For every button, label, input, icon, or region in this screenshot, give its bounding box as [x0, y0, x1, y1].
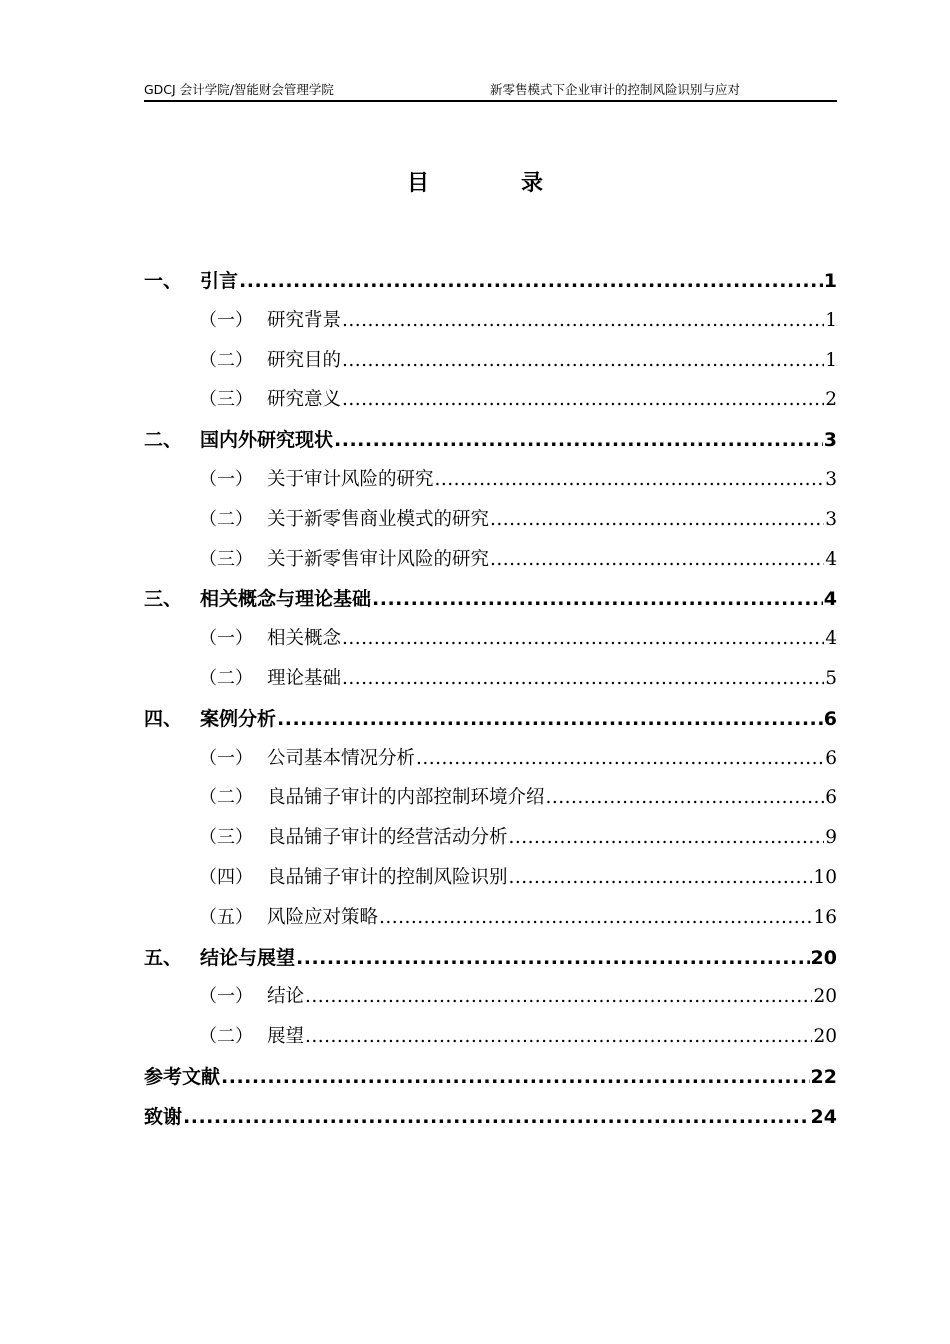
toc-page-number: 3 — [825, 468, 837, 490]
toc-entry-title: 风险应对策略 — [267, 906, 379, 928]
toc-chapter-entry[interactable] — [144, 704, 837, 744]
toc-page-number: 3 — [823, 429, 837, 452]
toc-section-entry[interactable] — [144, 744, 837, 784]
dot-leader — [342, 628, 824, 649]
toc-section-entry[interactable] — [144, 1022, 837, 1062]
toc-entry-title: 相关概念 — [267, 628, 342, 650]
toc-entry-title: 关于审计风险的研究 — [267, 468, 434, 490]
toc-section-entry[interactable] — [144, 903, 837, 943]
dot-leader — [342, 389, 824, 410]
toc-section-entry[interactable] — [144, 346, 837, 386]
toc-section-entry[interactable] — [144, 863, 837, 903]
dot-leader — [509, 827, 825, 848]
toc-page-number: 20 — [813, 1026, 837, 1048]
toc-chapter-entry[interactable] — [144, 1102, 837, 1142]
toc-chapter-entry[interactable] — [144, 266, 837, 306]
toc-page-number: 16 — [813, 906, 837, 928]
dot-leader — [342, 668, 824, 689]
toc-entry-title: 展望 — [267, 1026, 305, 1048]
toc-entry-number: （二） — [199, 787, 253, 809]
toc-entry-number: 一、 — [144, 270, 183, 292]
toc-chapter-entry[interactable] — [144, 1062, 837, 1102]
toc-page-number: 6 — [825, 787, 837, 809]
toc-entry-number: （四） — [199, 866, 253, 888]
dot-leader — [334, 429, 823, 451]
dot-leader — [183, 1106, 810, 1128]
toc-entry-title: 参考文献 — [144, 1065, 221, 1088]
toc-page-number: 22 — [810, 1065, 837, 1088]
toc-entry-number: （一） — [199, 628, 253, 650]
dot-leader — [277, 708, 823, 730]
toc-chapter-entry[interactable] — [144, 425, 837, 465]
toc-page-number: 3 — [825, 508, 837, 530]
toc-entry-number: 五、 — [144, 946, 183, 969]
dot-leader — [342, 310, 824, 331]
dot-leader — [435, 469, 825, 490]
toc-entry-title: 引言 — [200, 270, 239, 292]
toc-page-number: 20 — [810, 946, 837, 969]
toc-entry-title: 案例分析 — [200, 707, 277, 730]
toc-entry-title: 国内外研究现状 — [200, 429, 334, 452]
toc-section-entry[interactable] — [144, 783, 837, 823]
toc-section-entry[interactable] — [144, 385, 837, 425]
toc-section-entry[interactable] — [144, 624, 837, 664]
toc-entry-number: （二） — [199, 1026, 253, 1048]
dot-leader — [296, 947, 810, 969]
header-left-text: GDCJ 会计学院/智能财会管理学院 — [144, 82, 334, 97]
toc-entry-title: 研究背景 — [267, 309, 342, 331]
dot-leader — [342, 350, 824, 371]
toc-entry-number: （一） — [199, 468, 253, 490]
page-header — [144, 76, 837, 102]
toc-entry-number: 三、 — [144, 588, 183, 611]
toc-page-number: 1 — [823, 270, 837, 292]
toc-page-number: 2 — [825, 389, 837, 411]
toc-page-number: 5 — [825, 667, 837, 689]
dot-leader — [546, 787, 825, 808]
dot-leader — [509, 867, 813, 888]
dot-leader — [490, 549, 824, 570]
toc-section-entry[interactable] — [144, 823, 837, 863]
toc-entry-number: （三） — [199, 827, 253, 849]
toc-entry-number: （二） — [199, 508, 253, 530]
header-right-text: 新零售模式下企业审计的控制风险识别与应对 — [490, 82, 741, 97]
toc-entry-title: 结论与展望 — [200, 946, 296, 969]
toc-page-number: 9 — [825, 827, 837, 849]
toc-entry-title: 理论基础 — [267, 667, 342, 689]
toc-section-entry[interactable] — [144, 306, 837, 346]
toc-page-number: 20 — [813, 986, 837, 1008]
toc-page-number: 6 — [825, 747, 837, 769]
toc-entry-title: 关于新零售审计风险的研究 — [267, 548, 490, 570]
toc-section-entry[interactable] — [144, 505, 837, 545]
toc-section-entry[interactable] — [144, 664, 837, 704]
toc-page-number: 4 — [823, 588, 837, 611]
table-of-contents — [144, 266, 837, 1142]
dot-leader — [305, 986, 812, 1007]
toc-entry-number: （一） — [199, 986, 253, 1008]
toc-entry-number: 四、 — [144, 707, 183, 730]
toc-entry-title: 结论 — [267, 986, 305, 1008]
dot-leader — [372, 588, 823, 610]
dot-leader — [379, 907, 812, 928]
toc-entry-title: 关于新零售商业模式的研究 — [267, 508, 490, 530]
toc-entry-number: （五） — [199, 906, 253, 928]
dot-leader — [490, 509, 824, 530]
toc-entry-number: （一） — [199, 747, 253, 769]
toc-entry-number: （二） — [199, 667, 253, 689]
toc-entry-title: 良品铺子审计的内部控制环境介绍 — [267, 787, 545, 809]
toc-entry-title: 研究目的 — [267, 349, 342, 371]
toc-page-number: 6 — [823, 707, 837, 730]
toc-entry-title: 公司基本情况分析 — [267, 747, 416, 769]
toc-section-entry[interactable] — [144, 465, 837, 505]
dot-leader — [416, 748, 824, 769]
toc-entry-title: 相关概念与理论基础 — [200, 588, 372, 611]
toc-entry-title: 研究意义 — [267, 389, 342, 411]
dot-leader — [221, 1066, 810, 1088]
toc-chapter-entry[interactable] — [144, 943, 837, 983]
toc-section-entry[interactable] — [144, 982, 837, 1022]
toc-entry-number: （三） — [199, 389, 253, 411]
toc-entry-number: （三） — [199, 548, 253, 570]
dot-leader — [305, 1026, 812, 1047]
toc-section-entry[interactable] — [144, 545, 837, 585]
toc-title: 目录 — [406, 171, 635, 196]
toc-page-number: 4 — [825, 628, 837, 650]
toc-page-number: 24 — [810, 1105, 837, 1128]
toc-entry-number: （一） — [199, 309, 253, 331]
toc-entry-title: 致谢 — [144, 1105, 183, 1128]
toc-page-number: 1 — [825, 349, 837, 371]
toc-entry-number: （二） — [199, 349, 253, 371]
toc-entry-number: 二、 — [144, 429, 183, 452]
toc-chapter-entry[interactable] — [144, 584, 837, 624]
toc-page-number: 4 — [825, 548, 837, 570]
toc-page-number: 10 — [813, 866, 837, 888]
toc-entry-title: 良品铺子审计的经营活动分析 — [267, 827, 508, 849]
toc-page-number: 1 — [825, 309, 837, 331]
dot-leader — [239, 270, 823, 292]
toc-entry-title: 良品铺子审计的控制风险识别 — [267, 866, 508, 888]
